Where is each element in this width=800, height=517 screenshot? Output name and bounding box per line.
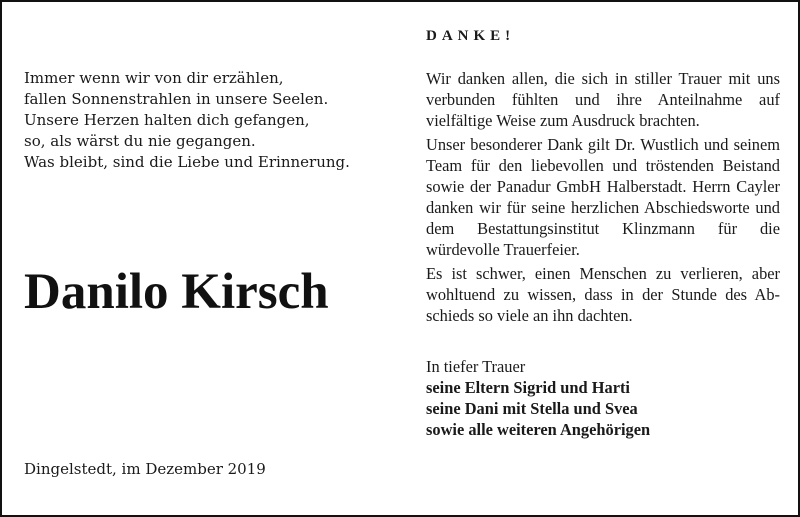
poem-line: Immer wenn wir von dir erzählen, [24,69,284,87]
left-column [24,2,384,515]
place-and-date: Dingelstedt, im Dezember 2019 [24,460,266,478]
right-column [426,2,780,515]
thanks-paragraph: Unser besonderer Dank gilt Dr. Wustlich und seinem Team für den liebevollen und tröstenden Beistand sowie der Panadur GmbH Halberstadt. Herrn Cayler danken wir für seine herzlichen Abschiedsworte und dem Bestattungsinstitut Klinzmann für die würdevolle Trauerfeier. [426,135,780,259]
poem-line: Was bleibt, sind die Liebe und Erinnerung. [24,153,350,171]
family-line: seine Eltern Sigrid und Harti [426,378,630,397]
thanks-paragraph: Wir danken allen, die sich in stiller Trauer mit uns verbunden fühlten und ihre Anteilnahme auf vielfältige Weise zum Ausdruck brachten. [426,69,780,130]
poem-line: so, als wärst du nie gegangen. [24,132,256,150]
signoff-intro: In tiefer Trauer [426,357,526,376]
thanks-paragraph: Es ist schwer, einen Menschen zu verlieren, aber wohltuend zu wissen, dass in der Stunde des Abschieds so viele an ihn dachten. [426,264,780,325]
thanks-heading: DANKE! [426,28,516,44]
thanks-text [426,68,780,329]
mourners-signoff [426,356,780,440]
family-line: sowie alle weiteren Angehörigen [426,420,651,439]
deceased-name: Danilo Kirsch [24,264,329,320]
poem-line: fallen Sonnenstrahlen in unsere Seelen. [24,90,329,108]
poem-line: Unsere Herzen halten dich gefangen, [24,111,310,129]
family-line: seine Dani mit Stella und Svea [426,399,638,418]
memorial-poem [24,68,350,173]
